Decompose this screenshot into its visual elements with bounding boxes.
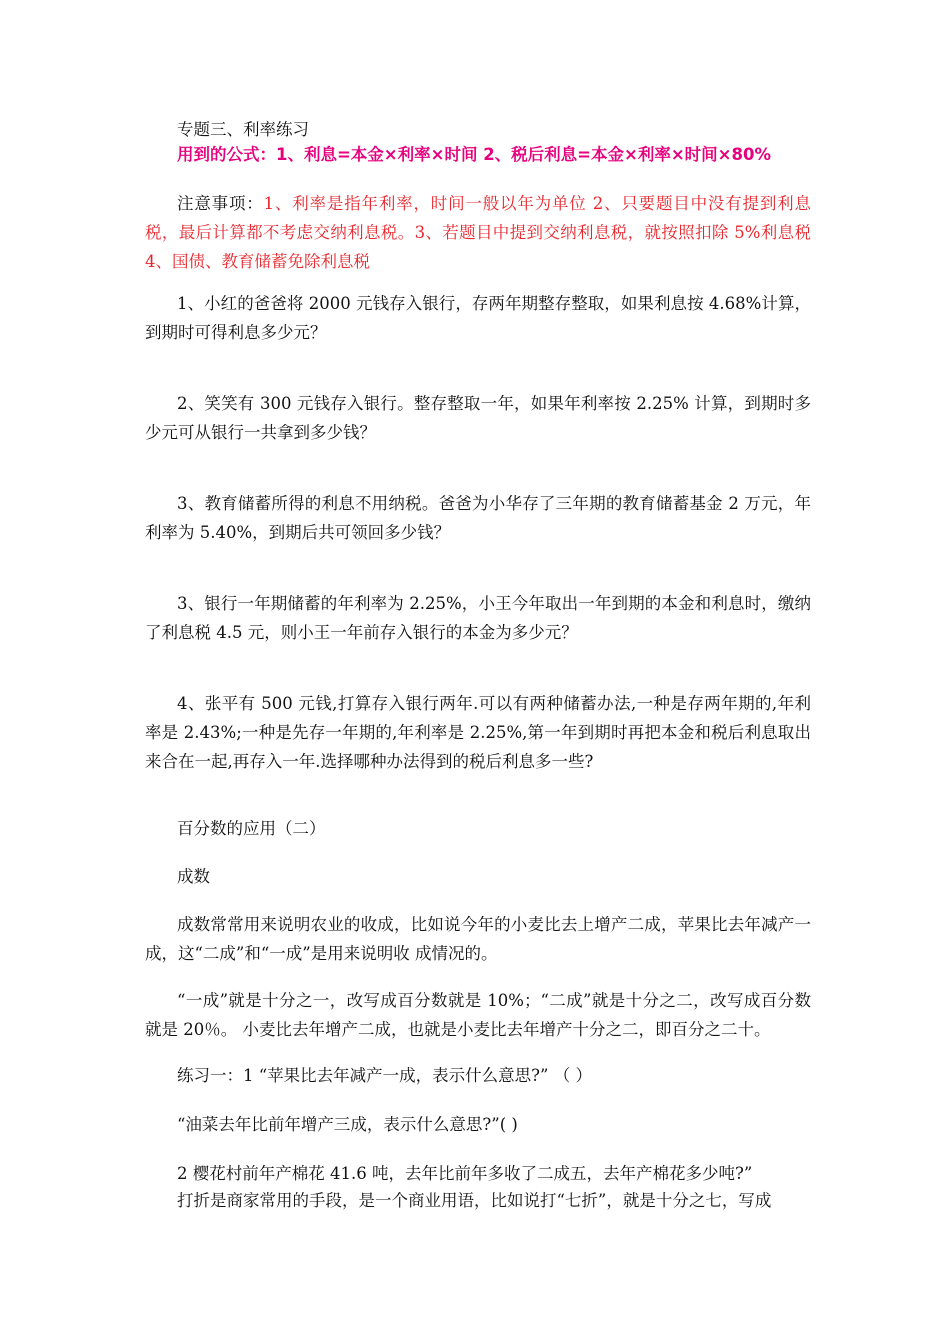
yicheng-paragraph: “一成”就是十分之一，改写成百分数就是 10%；“二成”就是十分之二，改写成百分数就是 20％。 小麦比去年增产二成，也就是小麦比去年增产十分之二，即百分之二十。 bbox=[145, 991, 811, 1039]
exercise-2: “油菜去年比前年增产三成，表示什么意思?”( ) bbox=[177, 1115, 518, 1134]
notes-paragraph bbox=[145, 189, 811, 276]
question-4: 3、银行一年期储蓄的年利率为 2.25%，小王今年取出一年到期的本金和利息时，缴纳了利息税 4.5 元，则小王一年前存入银行的本金为多少元？ bbox=[145, 594, 811, 642]
exercise-3: 2 樱花村前年产棉花 41.6 吨，去年比前年多收了二成五，去年产棉花多少吨?” bbox=[177, 1164, 753, 1183]
exercise-1: 练习一：1 “苹果比去年减产一成，表示什么意思?” （ ） bbox=[177, 1066, 592, 1085]
section-heading: 百分数的应用（二） bbox=[177, 819, 326, 838]
notes-label: 注意事项： bbox=[177, 194, 264, 213]
discount-paragraph: 打折是商家常用的手段，是一个商业用语，比如说打“七折”，就是十分之七，写成 bbox=[177, 1191, 772, 1210]
question-1: 1、小红的爸爸将 2000 元钱存入银行，存两年期整存整取，如果利息按 4.68%计算，到期时可得利息多少元？ bbox=[145, 294, 811, 342]
question-5: 4、张平有 500 元钱,打算存入银行两年.可以有两种储蓄办法,一种是存两年期的,年利率是 2.43%;一种是先存一年期的,年利率是 2.25%,第一年到期时再把本金和税后利息取出来合在一起,再存入一年.选择哪种办法得到的税后利息多一些? bbox=[145, 694, 811, 771]
page-title: 专题三、利率练习 bbox=[177, 120, 309, 139]
formula-line: 用到的公式：1、利息=本金×利率×时间 2、税后利息=本金×利率×时间×80% bbox=[177, 145, 771, 164]
notes-text: 1、利率是指年利率，时间一般以年为单位 2、只要题目中没有提到利息税，最后计算都不考虑交纳利息税。3、若题目中提到交纳利息税，就按照扣除 5%利息税 4、国债、教育储蓄免除利息税 bbox=[145, 194, 811, 271]
section-subheading: 成数 bbox=[177, 867, 210, 886]
question-2: 2、笑笑有 300 元钱存入银行。整存整取一年，如果年利率按 2.25% 计算，到期时多少元可从银行一共拿到多少钱？ bbox=[145, 394, 811, 442]
chengshu-paragraph: 成数常常用来说明农业的收成，比如说今年的小麦比去上增产二成，苹果比去年减产一成，这“二成”和“一成”是用来说明收 成情况的。 bbox=[145, 915, 811, 963]
question-3: 3、教育储蓄所得的利息不用纳税。爸爸为小华存了三年期的教育储蓄基金 2 万元，年利率为 5.40%，到期后共可领回多少钱？ bbox=[145, 494, 811, 542]
